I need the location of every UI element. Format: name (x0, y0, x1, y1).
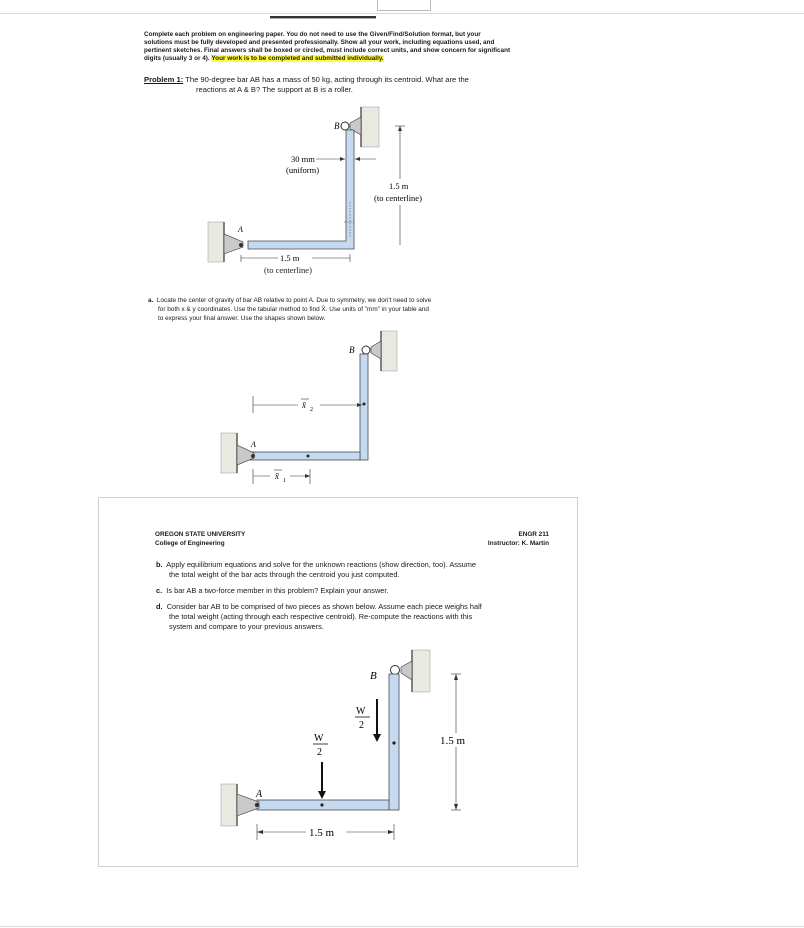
part-d-text-2: the total weight (acting through each respective centroid). Re-compute the reactions with this (169, 612, 473, 621)
part-a-text-1: Locate the center of gravity of bar AB relative to point A. Due to symmetry, we don't need to solve (156, 297, 432, 304)
vertical-dim-label-2: (to centerline) (374, 193, 422, 203)
x2-label: x̄ (302, 400, 306, 410)
label-b: B (370, 670, 377, 682)
page-1 (98, 14, 518, 494)
load-arrowhead-vertical (373, 734, 381, 742)
figure-1 (98, 102, 518, 262)
instructions-line-4-start: digits (usually 3 or 4). (144, 55, 210, 62)
wall-b (412, 650, 430, 692)
bar-ab (248, 130, 354, 249)
part-c-text-1: Is bar AB a two-force member in this problem? Explain your answer. (166, 586, 389, 595)
pin-a (251, 454, 255, 458)
label-a: A (238, 225, 243, 234)
truncated-title-bar (270, 16, 376, 18)
x1-sub: 1 (283, 478, 286, 484)
thickness-label-1: 30 mm (291, 154, 315, 164)
part-b-text-1: Apply equilibrium equations and solve for the unknown reactions (show direction, too). Assume (166, 560, 477, 569)
thickness-arrowhead-right (355, 157, 360, 161)
pin-a (255, 803, 259, 807)
w-label-vertical: W (356, 706, 366, 717)
part-c-line-1 (156, 586, 389, 595)
load-arrowhead-horizontal (318, 791, 326, 799)
bottom-divider (0, 926, 804, 927)
instructor-name: Instructor: K. Martin (487, 540, 549, 547)
wall-b (381, 331, 397, 371)
horizontal-dim-arrowhead-right (388, 830, 394, 834)
bar-piece-2 (360, 354, 368, 460)
centroid-1 (307, 455, 310, 458)
wall-a (221, 784, 237, 826)
two-label-horizontal: 2 (317, 747, 322, 758)
problem-line-1 (144, 75, 469, 84)
roller-b (362, 346, 370, 354)
w-label-horizontal: W (314, 733, 324, 744)
individual-work-highlight: Your work is to be completed and submitted individually. (211, 55, 384, 62)
part-d-text-3: system and compare to your previous answers. (169, 622, 324, 631)
horizontal-dim-label-1: 1.5 m (280, 253, 300, 263)
horizontal-dim-arrowhead-left (257, 830, 263, 834)
vertical-dim-arrowhead (398, 126, 402, 131)
pin-a (239, 243, 243, 247)
roller-b (391, 666, 400, 675)
course-code: ENGR 211 (518, 531, 549, 538)
part-b-line-1 (156, 560, 476, 569)
horizontal-dim-label-2: (to centerline) (264, 265, 312, 275)
instructions-line-3: pertinent sketches. Final answers shall be boxed or circled, must include correct units, and show concern for significant (144, 47, 511, 54)
x1-label: x̄ (275, 471, 279, 481)
wall-a (208, 222, 224, 262)
part-d-text-1: Consider bar AB to be comprised of two pieces as shown below. Assume each piece weighs half (166, 602, 482, 611)
label-a: A (256, 789, 263, 800)
page-2 (98, 497, 578, 867)
figure-3 (99, 644, 577, 844)
x1-arrowhead (305, 474, 310, 478)
vertical-dim-label: 1.5 m (440, 735, 466, 747)
label-b: B (349, 345, 355, 355)
part-b-text-2: the total weight of the bar acts through the centroid you just computed. (169, 570, 400, 579)
vertical-dim-arrowhead-top (454, 674, 458, 680)
problem-text-2: reactions at A & B? The support at B is a roller. (196, 85, 353, 94)
problem-text-1: The 90-degree bar AB has a mass of 50 kg, acting through its centroid. What are the (185, 75, 469, 84)
bar-piece-1 (250, 452, 360, 460)
page-box (377, 0, 431, 11)
vertical-dim-label-1: 1.5 m (389, 181, 409, 191)
part-b-marker: b. (156, 560, 163, 569)
figure-2 (98, 329, 518, 489)
part-d-line-1 (156, 602, 482, 611)
part-a-line-1 (148, 297, 431, 304)
vertical-dim-arrowhead-bottom (454, 804, 458, 810)
part-a-marker: a. (148, 297, 154, 304)
roller-bracket-b (401, 661, 412, 680)
part-c-marker: c. (156, 586, 163, 595)
instructions-line-1: Complete each problem on engineering paper. You do not need to use the Given/Find/Solution format, but your (144, 31, 481, 38)
problem-label: Problem 1: (144, 75, 184, 84)
wall-b (361, 107, 379, 147)
x1-label-bg (270, 468, 290, 484)
centroid-2 (363, 403, 366, 406)
instructions-line-2: solutions must be fully developed and presented professionally. Show all your work, including equations used, and (144, 39, 495, 46)
part-a-text-3: to express your final answer. Use the shapes shown below. (158, 315, 326, 322)
centroid-horizontal (320, 803, 323, 806)
roller-b (341, 122, 349, 130)
horizontal-dim-label: 1.5 m (309, 827, 335, 839)
label-a: A (251, 440, 256, 449)
college-name: College of Engineering (155, 540, 225, 547)
wall-a (221, 433, 237, 473)
part-d-marker: d. (156, 602, 163, 611)
instructions-line-4 (144, 55, 384, 62)
roller-bracket-b (371, 341, 381, 359)
x2-sub: 2 (310, 407, 313, 413)
university-name: OREGON STATE UNIVERSITY (155, 531, 246, 538)
two-label-vertical: 2 (359, 720, 364, 731)
part-a-text-2: for both x & y coordinates. Use the tabular method to find X̄. Use units of "mm" in your table and (158, 306, 429, 313)
thickness-arrowhead-left (340, 157, 345, 161)
label-b: B (334, 121, 340, 131)
thickness-label-2: (uniform) (286, 165, 320, 175)
centroid-vertical (392, 741, 395, 744)
